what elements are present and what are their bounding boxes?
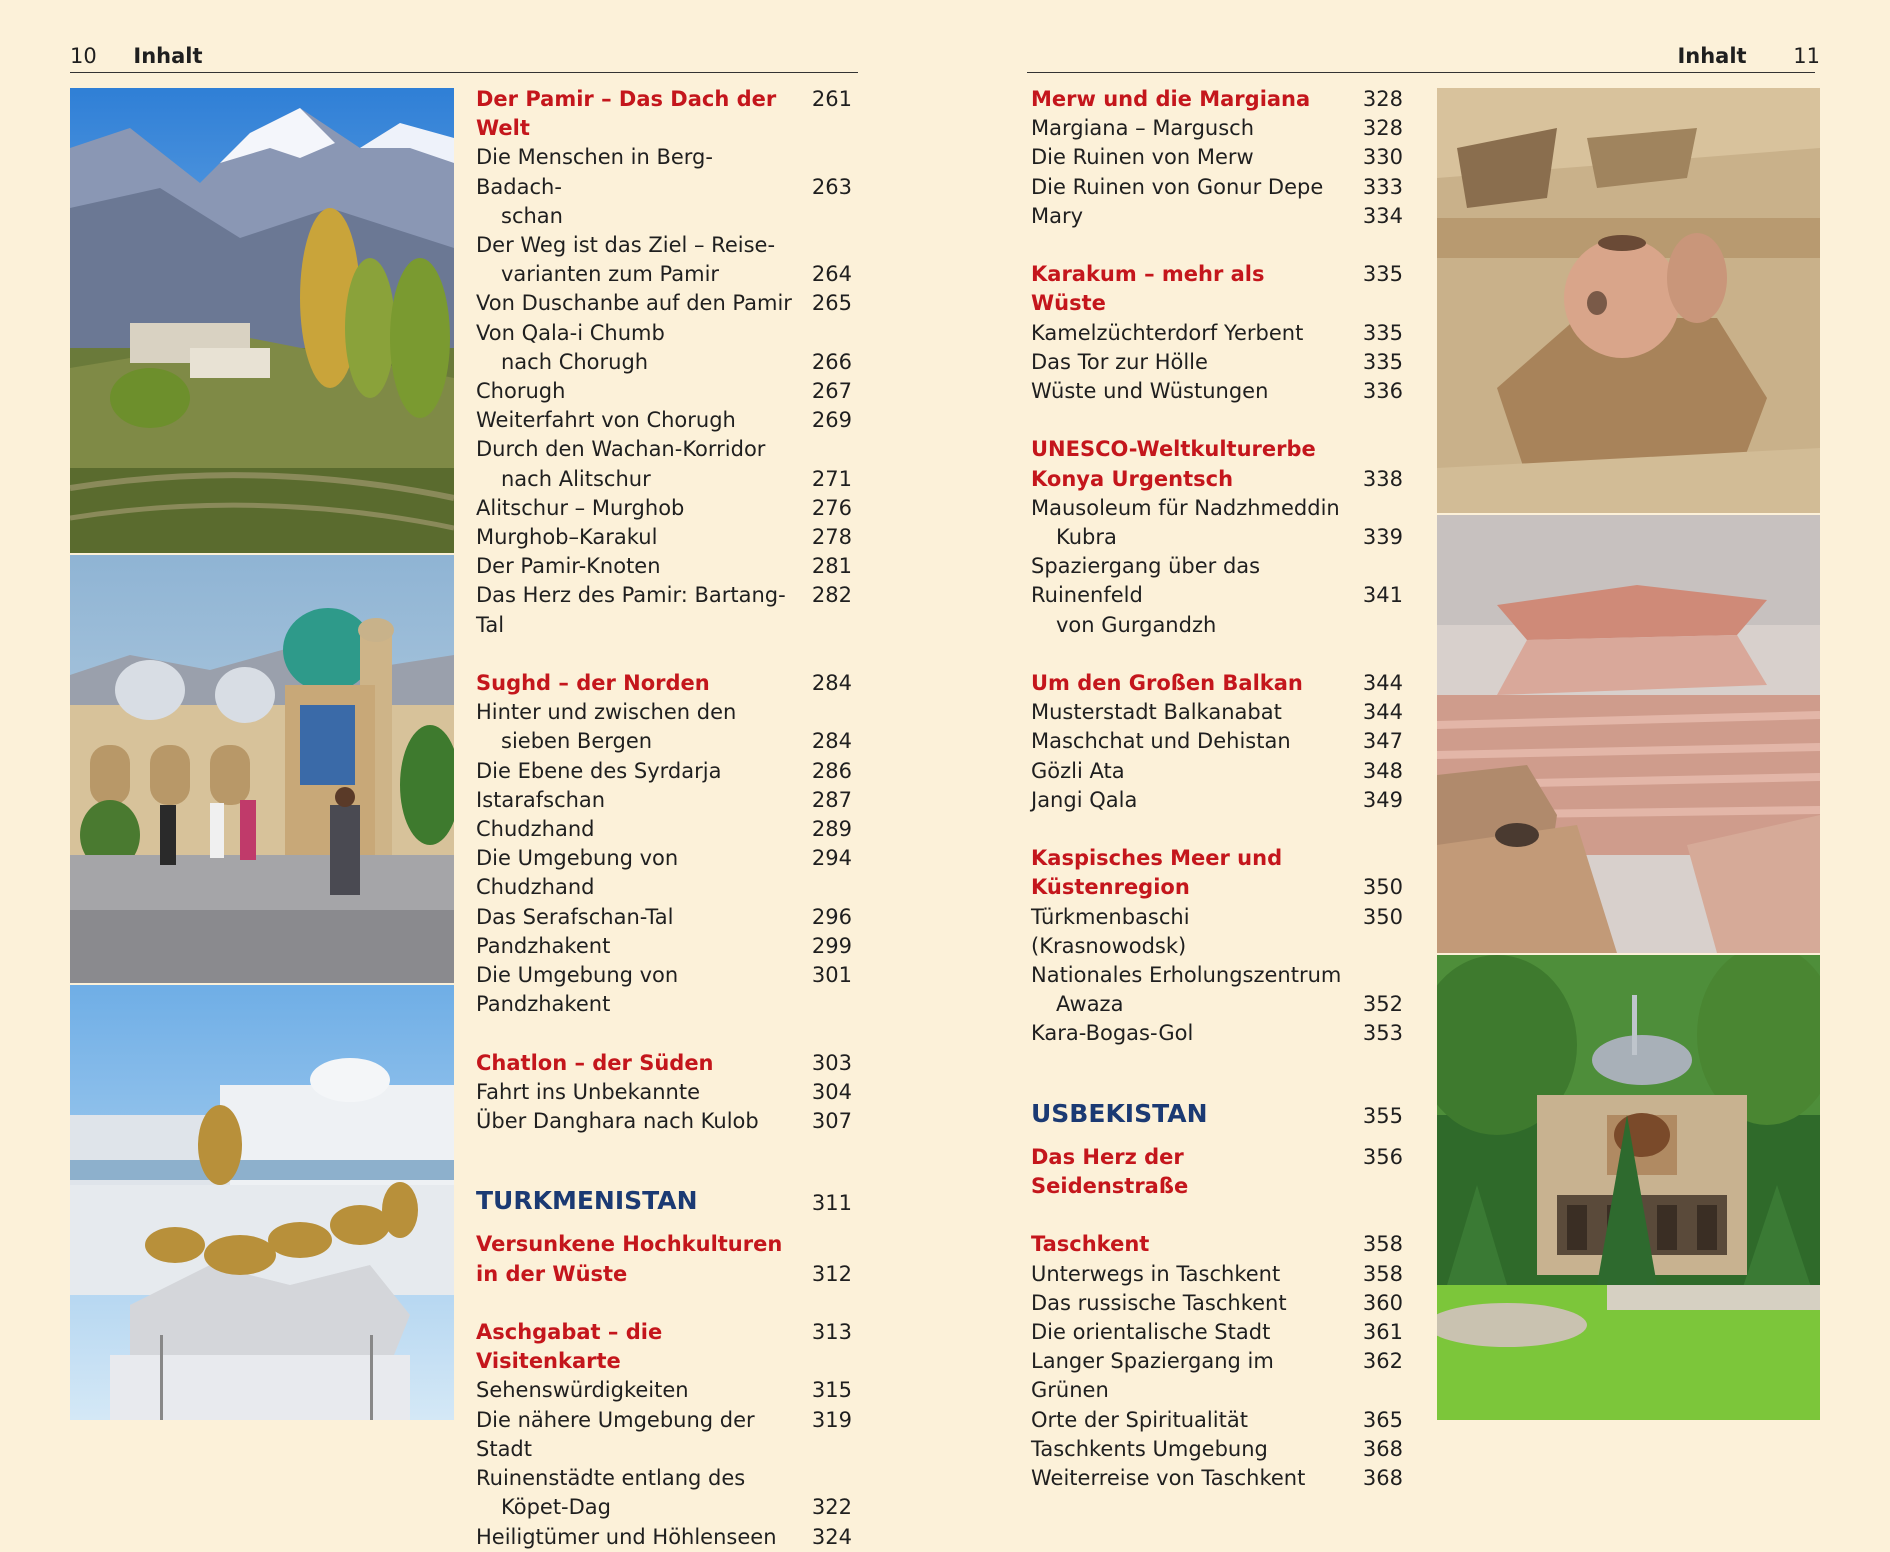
toc-item[interactable]: Der Pamir-Knoten 281	[476, 554, 852, 579]
toc-item[interactable]: Die orientalische Stadt 361	[1031, 1320, 1403, 1345]
page-number: 11	[1793, 44, 1820, 68]
toc-item[interactable]: Das russische Taschkent 360	[1031, 1290, 1403, 1315]
page-number: 10	[70, 44, 97, 68]
photo-pamir-mountains	[70, 88, 454, 553]
toc-item[interactable]: Nationales Erholungszentrum Awaza 352	[1031, 963, 1403, 1017]
toc-item[interactable]: Heiligtümer und Höhlenseen 324	[476, 1524, 852, 1549]
toc-item[interactable]: Chudzhand 289	[476, 817, 852, 842]
toc-item[interactable]: Das Herz des Pamir: Bartang-Tal 282	[476, 583, 852, 637]
toc-item[interactable]: Von Qala-i Chumb nach Chorugh 266	[476, 320, 852, 374]
toc-left	[476, 85, 852, 1552]
toc-item[interactable]: Orte der Spiritualität 365	[1031, 1407, 1403, 1432]
toc-section[interactable]: Der Pamir – Das Dach der Welt 261	[476, 87, 852, 141]
toc-section[interactable]: Versunkene Hochkulturen in der Wüste 312	[476, 1232, 852, 1286]
toc-item[interactable]: Das Serafschan-Tal 296	[476, 904, 852, 929]
right-page	[945, 0, 1890, 1496]
toc-item[interactable]: Jangi Qala 349	[1031, 787, 1403, 812]
toc-item[interactable]: Sehenswürdigkeiten 315	[476, 1378, 852, 1403]
header-rule	[70, 72, 858, 73]
toc-item[interactable]: Kamelzüchterdorf Yerbent 335	[1031, 320, 1403, 345]
toc-item[interactable]: Unterwegs in Taschkent 358	[1031, 1261, 1403, 1286]
toc-item[interactable]: Ruinenstädte entlang des Köpet-Dag 322	[476, 1466, 852, 1520]
toc-item[interactable]: Margiana – Margusch 328	[1031, 116, 1403, 141]
right-page-header	[1677, 44, 1820, 74]
left-page	[0, 0, 945, 1549]
toc-item[interactable]: Wüste und Wüstungen 336	[1031, 379, 1403, 404]
toc-right	[1031, 85, 1403, 1493]
toc-country[interactable]: TURKMENISTAN 311	[476, 1186, 852, 1216]
toc-item[interactable]: Von Duschanbe auf den Pamir 265	[476, 291, 852, 316]
toc-item[interactable]: Die Menschen in Berg-Badach- schan 263	[476, 145, 852, 228]
toc-item[interactable]: Die nähere Umgebung der Stadt 319	[476, 1407, 852, 1461]
toc-section[interactable]: Merw und die Margiana 328	[1031, 87, 1403, 111]
toc-item[interactable]: Kara-Bogas-Gol 353	[1031, 1021, 1403, 1046]
toc-section[interactable]: Aschgabat – die Visitenkarte 313	[476, 1320, 852, 1374]
toc-item[interactable]: Fahrt ins Unbekannte 304	[476, 1079, 852, 1104]
toc-item[interactable]: Istarafschan 287	[476, 787, 852, 812]
toc-item[interactable]: Alitschur – Murghob 276	[476, 495, 852, 520]
toc-item[interactable]: Chorugh 267	[476, 379, 852, 404]
photo-mosque-square	[70, 555, 454, 983]
toc-item[interactable]: Mausoleum für Nadzhmeddin Kubra 339	[1031, 495, 1403, 550]
toc-item[interactable]: Gözli Ata 348	[1031, 758, 1403, 783]
toc-item[interactable]: Die Ebene des Syrdarja 286	[476, 758, 852, 783]
toc-item[interactable]: Musterstadt Balkanabat 344	[1031, 700, 1403, 725]
toc-item[interactable]: Die Ruinen von Merw 330	[1031, 145, 1403, 170]
toc-section[interactable]: Sughd – der Norden 284	[476, 671, 852, 696]
toc-item[interactable]: Türkmenbaschi (Krasnowodsk) 350	[1031, 904, 1403, 958]
toc-item[interactable]: Weiterreise von Taschkent 368	[1031, 1466, 1403, 1491]
toc-item[interactable]: Über Danghara nach Kulob 307	[476, 1109, 852, 1134]
toc-item[interactable]: Der Weg ist das Ziel – Reise- varianten zum Pamir 264	[476, 233, 852, 287]
toc-item[interactable]: Pandzhakent 299	[476, 933, 852, 958]
photo-romanov-palace	[1437, 955, 1820, 1420]
toc-section[interactable]: Das Herz der Seidenstraße 356	[1031, 1144, 1403, 1199]
photo-clay-jar-excavation	[1437, 88, 1820, 513]
toc-item[interactable]: Durch den Wachan-Korridor nach Alitschur 271	[476, 437, 852, 491]
toc-item[interactable]: Langer Spaziergang im Grünen 362	[1031, 1349, 1403, 1403]
toc-item[interactable]: Die Ruinen von Gonur Depe 333	[1031, 174, 1403, 199]
toc-section[interactable]: Karakum – mehr als Wüste 335	[1031, 262, 1403, 316]
toc-item[interactable]: Spaziergang über das Ruinenfeld von Gurgandzh 341	[1031, 554, 1403, 637]
toc-item[interactable]: Hinter und zwischen den sieben Bergen 284	[476, 700, 852, 754]
toc-country[interactable]: USBEKISTAN 355	[1031, 1098, 1403, 1128]
toc-item[interactable]: Die Umgebung von Chudzhand 294	[476, 846, 852, 900]
photo-desert-canyon	[1437, 515, 1820, 953]
page-title: Inhalt	[133, 44, 203, 68]
toc-item[interactable]: Murghob–Karakul 278	[476, 525, 852, 550]
toc-section[interactable]: UNESCO-Weltkulturerbe Konya Urgentsch 338	[1031, 437, 1403, 491]
toc-section[interactable]: Taschkent 358	[1031, 1232, 1403, 1257]
toc-section[interactable]: Um den Großen Balkan 344	[1031, 671, 1403, 696]
left-page-header	[70, 44, 203, 74]
toc-item[interactable]: Das Tor zur Hölle 335	[1031, 349, 1403, 374]
toc-section[interactable]: Kaspisches Meer und Küstenregion 350	[1031, 846, 1403, 900]
toc-item[interactable]: Die Umgebung von Pandzhakent 301	[476, 963, 852, 1017]
page-title: Inhalt	[1677, 44, 1747, 68]
toc-item[interactable]: Taschkents Umgebung 368	[1031, 1436, 1403, 1461]
toc-item[interactable]: Weiterfahrt von Chorugh 269	[476, 408, 852, 433]
toc-item[interactable]: Mary 334	[1031, 203, 1403, 228]
toc-item[interactable]: Maschchat und Dehistan 347	[1031, 729, 1403, 754]
photo-golden-horses-monument	[70, 985, 454, 1420]
toc-section[interactable]: Chatlon – der Süden 303	[476, 1050, 852, 1075]
